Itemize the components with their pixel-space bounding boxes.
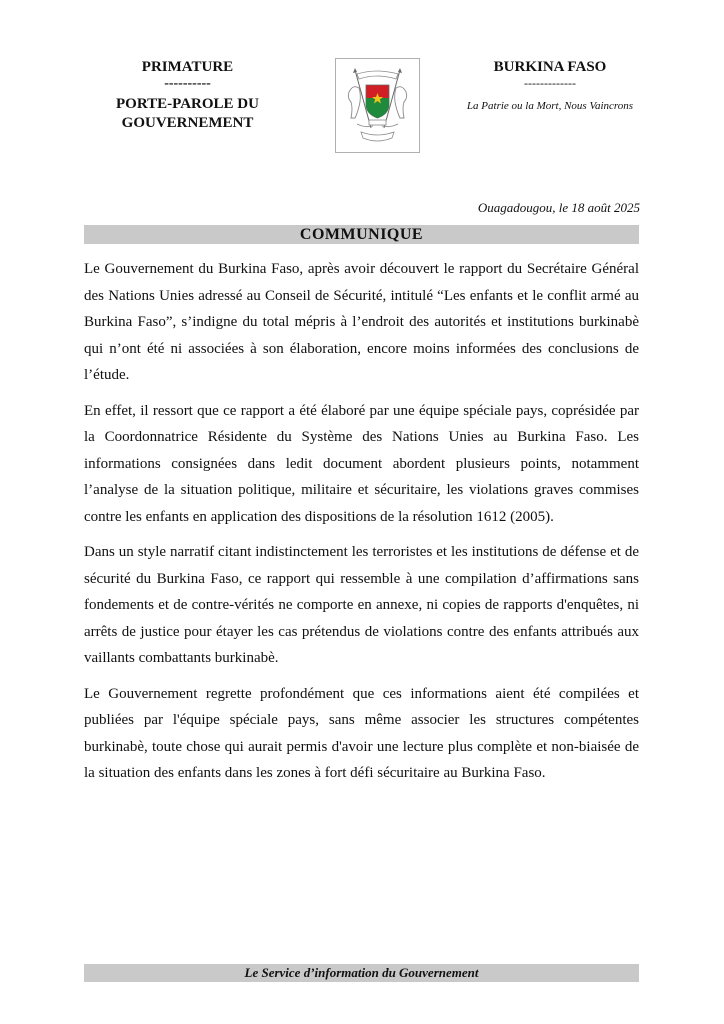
paragraph-2: En effet, il ressort que ce rapport a été élaboré par une équipe spéciale pays, coprésidée par la Coordonnatrice Résidente du Système des Nations Unies au Burkina Faso. Les informations consignées dans ledit document abordent plusieurs points, notamment l’analyse de la situation politique, militaire et sécuritaire, les violations graves commises contre les enfants en application des dispositions de la résolution 1612 (2005). bbox=[84, 402, 639, 525]
footer-signature: Le Service d’information du Gouvernement bbox=[84, 964, 639, 982]
coat-of-arms-icon bbox=[335, 58, 420, 153]
issuer-line-primature: PRIMATURE bbox=[141, 59, 234, 75]
issuer-separator: ---------- bbox=[164, 76, 211, 91]
paragraph-1: Le Gouvernement du Burkina Faso, après avoir découvert le rapport du Secrétaire Général des Nations Unies adressé au Conseil de Sécurité, intitulé “Les enfants et le conflit armé au Burkina Faso”, s’indigne du total mépris à l’endroit des autorités et institutions burkinabè qui n’ont été ni associées à son élaboration, encore moins informées des conclusions de l’étude. bbox=[84, 261, 639, 383]
place-and-date: Ouagadougou, le 18 août 2025 bbox=[477, 200, 640, 215]
issuer-line-gouvernement: GOUVERNEMENT bbox=[121, 115, 254, 131]
country-block bbox=[455, 58, 645, 113]
paragraph-4: Le Gouvernement regrette profondément que ces informations aient été compilées et publiées par l'équipe spéciale pays, sans même associer les structures compétentes burkinabè, toute chose qui aurait permis d'avoir une lecture plus complète et non-biaisée de la situation des enfants dans les zones à fort défi sécuritaire au Burkina Faso. bbox=[84, 685, 639, 781]
document-title: COMMUNIQUE bbox=[84, 225, 639, 244]
country-separator: ------------- bbox=[524, 76, 576, 90]
issuer-line-porte-parole: PORTE-PAROLE DU bbox=[116, 96, 259, 112]
paragraph-3: Dans un style narratif citant indistinctement les terroristes et les institutions de défense et de sécurité du Burkina Faso, ce rapport qui ressemble à une compilation d’affirmations sans fondements et de contre-vérités ne comporte en annexe, ni copies de rapports d'enquêtes, ni arrêts de justice pour étayer les cas prétendus de violations contre des enfants attribués aux vaillants combattants burkinabè. bbox=[84, 544, 639, 666]
issuer-block bbox=[80, 58, 295, 133]
country-name: BURKINA FASO bbox=[493, 59, 607, 75]
coat-of-arms-graphic bbox=[335, 58, 420, 153]
national-motto: La Patrie ou la Mort, Nous Vaincrons bbox=[466, 100, 634, 112]
communique-body bbox=[84, 256, 639, 796]
